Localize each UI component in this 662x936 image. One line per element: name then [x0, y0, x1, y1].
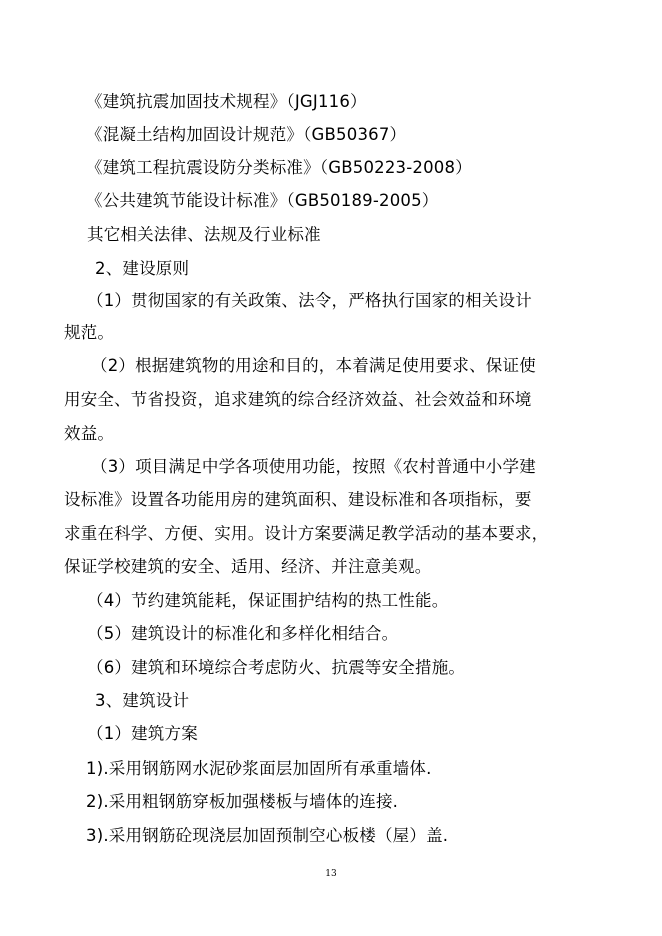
reference-gb50223: 《建筑工程抗震设防分类标准》（GB50223-2008） — [86, 158, 472, 177]
principle-3-line-2: 设标准》设置各功能用房的建筑面积、建设标准和各项指标，要 — [64, 490, 532, 509]
section-heading-construction-principles: 2、建设原则 — [95, 259, 190, 278]
scheme-item-1: 1).采用钢筋网水泥砂浆面层加固所有承重墙体. — [86, 759, 432, 778]
principle-1-line-1: （1）贯彻国家的有关政策、法令，严格执行国家的相关设计 — [87, 291, 532, 310]
scheme-item-2: 2).采用粗钢筋穿板加强楼板与墙体的连接. — [86, 792, 399, 811]
principle-2-line-1: （2）根据建筑物的用途和目的，本着满足使用要求、保证使 — [91, 356, 536, 375]
scheme-item-3: 3).采用钢筋砼现浇层加固预制空心板楼（屋）盖. — [86, 826, 449, 845]
principle-4: （4）节约建筑能耗，保证围护结构的热工性能。 — [87, 591, 449, 610]
principle-6: （6）建筑和环境综合考虑防火、抗震等安全措施。 — [87, 658, 466, 677]
principle-2-line-2: 用安全、节省投资，追求建筑的综合经济效益、社会效益和环境 — [64, 390, 532, 409]
section-heading-architectural-design: 3、建筑设计 — [95, 691, 190, 710]
subsection-heading-architectural-scheme: （1）建筑方案 — [87, 724, 198, 743]
principle-5: （5）建筑设计的标准化和多样化相结合。 — [87, 624, 399, 643]
reference-other-standards: 其它相关法律、法规及行业标准 — [87, 225, 321, 244]
principle-3-line-1: （3）项目满足中学各项使用功能，按照《农村普通中小学建 — [91, 457, 536, 476]
reference-gb50367: 《混凝土结构加固设计规范》（GB50367） — [86, 125, 407, 144]
principle-3-line-3: 求重在科学、方便、实用。设计方案要满足教学活动的基本要求， — [64, 524, 549, 543]
page-number: 13 — [325, 869, 337, 879]
principle-3-line-4: 保证学校建筑的安全、适用、经济、并注意美观。 — [64, 557, 432, 576]
reference-gb50189: 《公共建筑节能设计标准》（GB50189-2005） — [86, 191, 439, 210]
principle-1-line-2: 规范。 — [64, 323, 115, 342]
principle-2-line-3: 效益。 — [64, 424, 115, 443]
reference-jgj116: 《建筑抗震加固技术规程》（JGJ116） — [86, 92, 367, 111]
